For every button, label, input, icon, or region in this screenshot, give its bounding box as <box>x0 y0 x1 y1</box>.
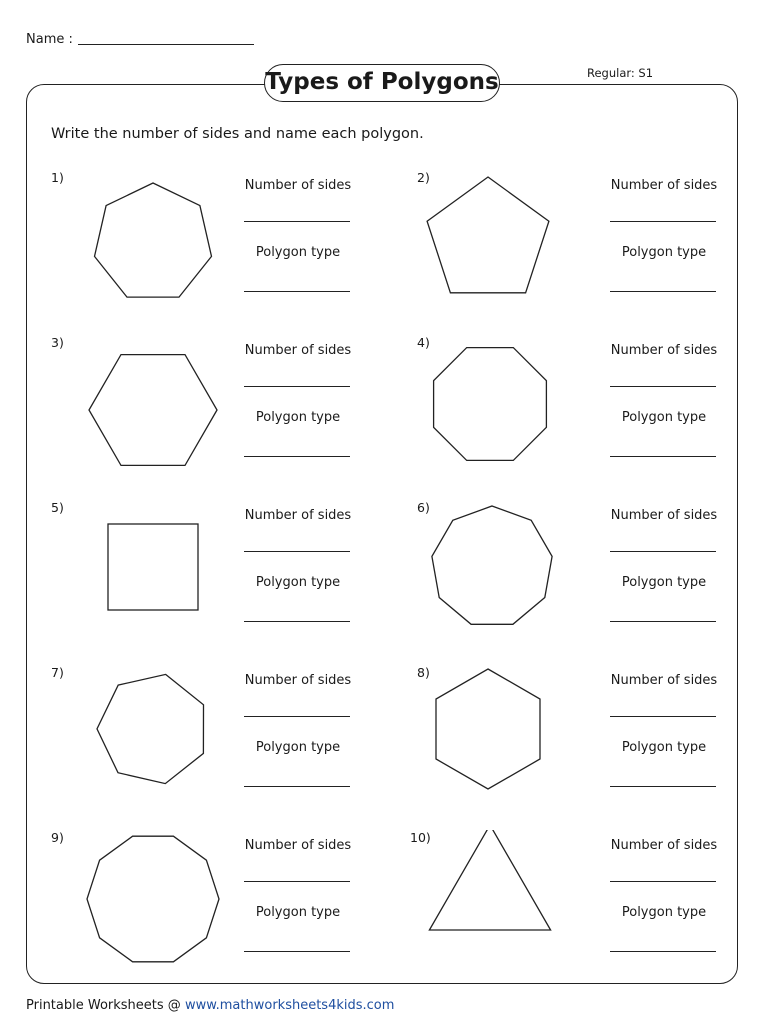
problem-8 <box>417 665 768 830</box>
type-answer-line[interactable] <box>610 621 716 622</box>
problem-6 <box>417 500 768 665</box>
problem-1 <box>51 170 435 335</box>
type-label: Polygon type <box>255 575 341 590</box>
sides-answer-line[interactable] <box>610 386 716 387</box>
name-label: Name : <box>26 32 73 47</box>
type-answer-line[interactable] <box>610 456 716 457</box>
name-line[interactable] <box>78 44 254 45</box>
type-label: Polygon type <box>621 905 707 920</box>
problem-4 <box>417 335 768 500</box>
problem-3 <box>51 335 435 500</box>
problem-number: 2) <box>417 170 430 185</box>
type-answer-line[interactable] <box>244 456 350 457</box>
type-label: Polygon type <box>255 905 341 920</box>
type-answer-line[interactable] <box>244 786 350 787</box>
regular-label: Regular: S1 <box>587 66 654 80</box>
sides-answer-line[interactable] <box>610 551 716 552</box>
sides-answer-line[interactable] <box>244 386 350 387</box>
problem-5 <box>51 500 435 665</box>
nonagon-icon <box>417 500 607 660</box>
sides-label: Number of sides <box>244 343 352 358</box>
heptagon-icon <box>51 665 241 825</box>
hexagon-icon <box>51 335 241 495</box>
problem-2 <box>417 170 768 335</box>
type-answer-line[interactable] <box>610 291 716 292</box>
problem-number: 5) <box>51 500 64 515</box>
pentagon-icon <box>417 170 607 330</box>
sides-answer-line[interactable] <box>244 716 350 717</box>
problem-number: 3) <box>51 335 64 350</box>
hexagon-icon <box>417 665 607 825</box>
sides-label: Number of sides <box>610 838 718 853</box>
decagon-icon <box>51 830 241 990</box>
problem-number: 9) <box>51 830 64 845</box>
type-answer-line[interactable] <box>244 621 350 622</box>
type-answer-line[interactable] <box>610 786 716 787</box>
sides-label: Number of sides <box>610 508 718 523</box>
square-icon <box>51 500 241 660</box>
footer-url[interactable]: www.mathworksheets4kids.com <box>184 998 395 1013</box>
type-label: Polygon type <box>255 740 341 755</box>
type-label: Polygon type <box>621 410 707 425</box>
problem-10 <box>410 830 768 995</box>
instruction-text: Write the number of sides and name each polygon. <box>51 126 424 142</box>
footer-prefix: Printable Worksheets @ <box>26 998 185 1013</box>
sides-answer-line[interactable] <box>244 221 350 222</box>
sides-label: Number of sides <box>610 673 718 688</box>
type-label: Polygon type <box>255 245 341 260</box>
problem-7 <box>51 665 435 830</box>
sides-answer-line[interactable] <box>610 716 716 717</box>
problem-number: 7) <box>51 665 64 680</box>
sides-label: Number of sides <box>244 673 352 688</box>
problem-number: 1) <box>51 170 64 185</box>
type-label: Polygon type <box>621 575 707 590</box>
sides-answer-line[interactable] <box>244 881 350 882</box>
type-label: Polygon type <box>621 245 707 260</box>
type-answer-line[interactable] <box>244 291 350 292</box>
worksheet-title: Types of Polygons <box>264 64 500 102</box>
heptagon-icon <box>51 170 241 330</box>
problem-number: 10) <box>410 830 431 845</box>
type-label: Polygon type <box>621 740 707 755</box>
octagon-icon <box>417 335 607 495</box>
type-label: Polygon type <box>255 410 341 425</box>
sides-label: Number of sides <box>244 508 352 523</box>
problem-number: 6) <box>417 500 430 515</box>
problem-9 <box>51 830 435 995</box>
footer <box>26 998 394 1013</box>
sides-answer-line[interactable] <box>610 221 716 222</box>
type-answer-line[interactable] <box>244 951 350 952</box>
sides-label: Number of sides <box>610 343 718 358</box>
sides-answer-line[interactable] <box>610 881 716 882</box>
sides-label: Number of sides <box>244 178 352 193</box>
sides-label: Number of sides <box>610 178 718 193</box>
type-answer-line[interactable] <box>610 951 716 952</box>
problem-number: 4) <box>417 335 430 350</box>
sides-label: Number of sides <box>244 838 352 853</box>
triangle-icon <box>410 830 600 990</box>
problem-number: 8) <box>417 665 430 680</box>
sides-answer-line[interactable] <box>244 551 350 552</box>
